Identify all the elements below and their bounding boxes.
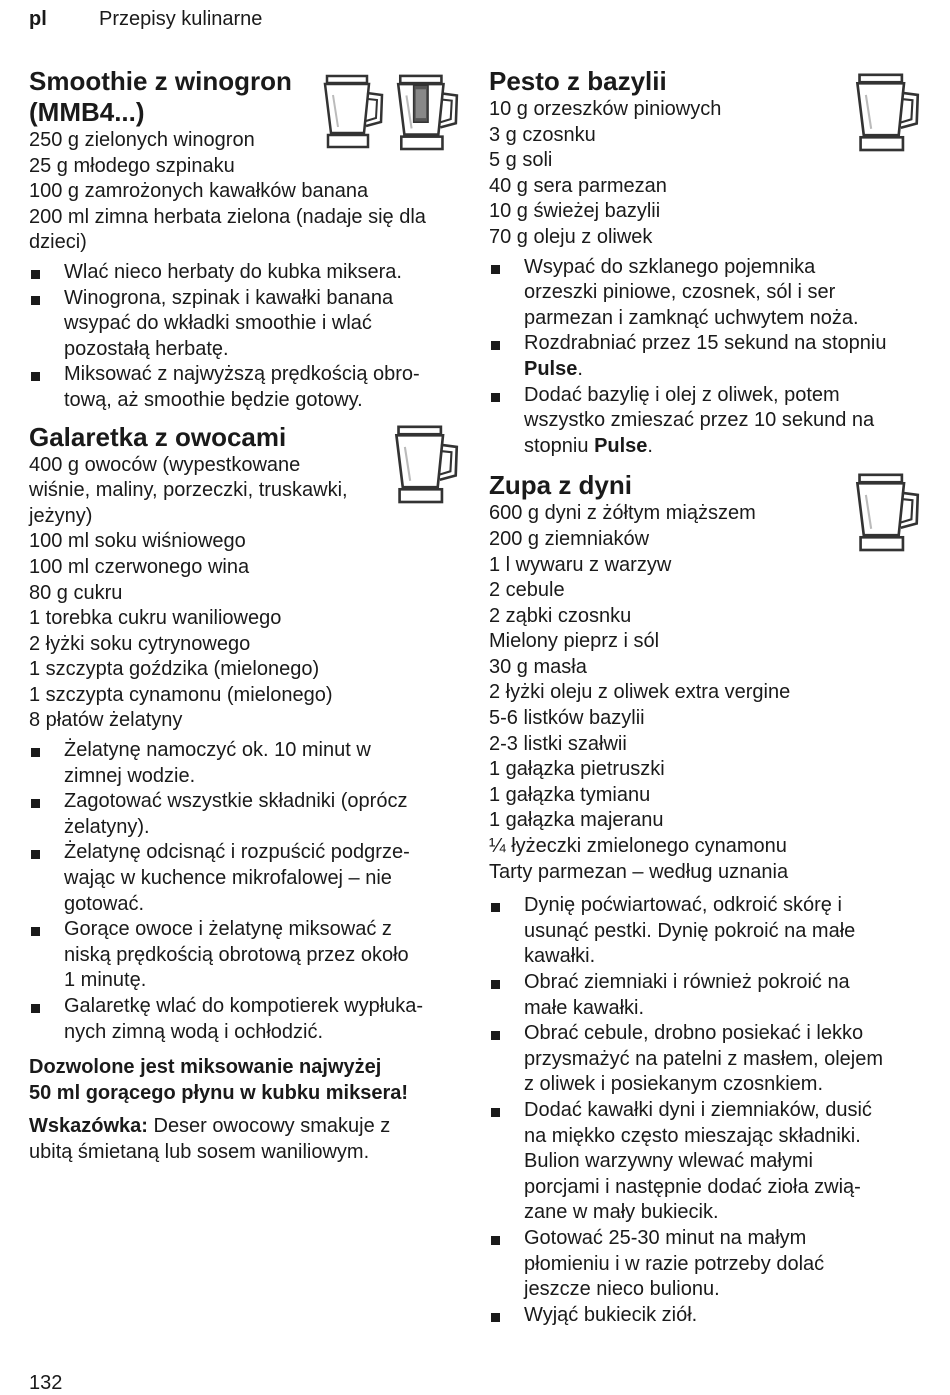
- ingredient: 1 gałązka majeranu: [489, 809, 664, 832]
- ingredient: 2-3 listki szałwii: [489, 732, 627, 755]
- bullet-square-icon: [31, 748, 40, 757]
- step-item: Żelatynę odcisnąć i rozpuścić podgrze- wając w kuchence mikrofalowej – nie gotować.: [29, 840, 474, 917]
- ingredient: Mielony pieprz i sól: [489, 630, 660, 653]
- bullet-square-icon: [491, 265, 500, 274]
- bullet-square-icon: [491, 393, 500, 402]
- bullet-square-icon: [31, 799, 40, 808]
- step-item: Galaretkę wlać do kompotierek wypłuka- nych zimną wodą i ochłodzić.: [29, 994, 474, 1045]
- ingredient: 3 g czosnku: [489, 123, 596, 146]
- bullet-square-icon: [31, 1004, 40, 1013]
- step-item: Gotować 25-30 minut na małym płomieniu i w razie potrzeby dolać jeszcze nieco bulionu.: [489, 1226, 929, 1303]
- ingredient: 100 ml soku wiśniowego: [29, 530, 246, 553]
- bullet-square-icon: [491, 903, 500, 912]
- ingredient: 5-6 listków bazylii: [489, 707, 645, 730]
- ingredient: 250 g zielonych winogron: [29, 129, 255, 151]
- page-number: 132: [29, 1372, 63, 1394]
- ingredient: 10 g świeżej bazylii: [489, 200, 661, 223]
- step-item: Dodać kawałki dyni i ziemniaków, dusić na miękko często mieszając składniki. Bulion warzywny wlewać małymi porcjami i następnie dodać zioła zwią- zane w mały bukiecik.: [489, 1098, 929, 1226]
- bullet-square-icon: [491, 1031, 500, 1040]
- step-item: Żelatynę namoczyć ok. 10 minut w zimnej wodzie.: [29, 738, 474, 789]
- step-item: Dynię poćwiartować, odkroić skórę i usunąć pestki. Dynię pokroić na małe kawałki.: [489, 893, 929, 970]
- ingredient: 600 g dyni z żółtym miąższem: [489, 502, 756, 525]
- blender-jar-icon: [318, 69, 386, 157]
- ingredient: dzieci): [29, 231, 87, 254]
- step-item: Wyjąć bukiecik ziół.: [489, 1303, 929, 1329]
- ingredient: 1 szczypta cynamonu (mielonego): [29, 683, 333, 706]
- steps-list: [29, 260, 474, 414]
- ingredient: 1 gałązka pietruszki: [489, 758, 665, 781]
- right-column: [489, 66, 929, 1328]
- ingredient: 2 łyżki soku cytrynowego: [29, 632, 251, 655]
- bullet-square-icon: [491, 1108, 500, 1117]
- recipe-title: Galaretka z owocami: [29, 421, 287, 452]
- ingredient: 10 g orzeszków piniowych: [489, 98, 722, 120]
- blender-jar-icon: [389, 422, 461, 510]
- bullet-square-icon: [31, 270, 40, 279]
- ingredient: 30 g masła: [489, 655, 587, 678]
- ingredient: 200 g ziemniaków: [489, 527, 650, 550]
- recipe-pesto: [489, 66, 929, 459]
- bullet-square-icon: [491, 1313, 500, 1322]
- steps-list: [29, 738, 474, 1045]
- bullet-square-icon: [31, 296, 40, 305]
- ingredient: 400 g owoców (wypestkowane: [29, 453, 301, 476]
- blender-jar-icon: [850, 70, 922, 158]
- steps-list: [489, 893, 929, 1328]
- tip-label: Wskazówka:: [29, 1115, 148, 1138]
- ingredients-list: [489, 501, 929, 885]
- bullet-square-icon: [491, 1236, 500, 1245]
- step-item: Zagotować wszystkie składniki (oprócz żelatyny).: [29, 789, 474, 840]
- step-item: Obrać cebule, drobno posiekać i lekko przysmażyć na patelni z masłem, olejem z oliwek i posiekanym czosnkiem.: [489, 1021, 929, 1098]
- bullet-square-icon: [491, 341, 500, 350]
- ingredient: 1 l wywaru z warzyw: [489, 553, 672, 576]
- step-item: Wsypać do szklanego pojemnika orzeszki piniowe, czosnek, sól i ser parmezan i zamknąć uchwytem noża.: [489, 255, 929, 332]
- recipe-title: Pesto z bazylii: [489, 66, 667, 96]
- bullet-square-icon: [31, 372, 40, 381]
- page-header: [29, 8, 263, 31]
- step-item: Winogrona, szpinak i kawałki banana wsypać do wkładki smoothie i wlać pozostałą herbatę.: [29, 286, 474, 363]
- ingredient: 2 łyżki oleju z oliwek extra vergine: [489, 681, 791, 704]
- ingredient: 80 g cukru: [29, 581, 123, 604]
- bullet-square-icon: [491, 980, 500, 989]
- ingredient: 1 torebka cukru waniliowego: [29, 607, 282, 630]
- recipe-galaretka: [29, 422, 474, 1166]
- ingredient: 100 g zamrożonych kawałków banana: [29, 180, 369, 203]
- ingredient: 70 g oleju z oliwek: [489, 225, 653, 248]
- smoothie-insert-jar-icon: [391, 69, 461, 159]
- ingredient: 2 cebule: [489, 579, 565, 602]
- section-title: Przepisy kulinarne: [99, 8, 263, 30]
- bullet-square-icon: [31, 927, 40, 936]
- ingredient: wiśnie, maliny, porzeczki, truskawki,: [29, 479, 348, 502]
- step-item: Dodać bazylię i olej z oliwek, potem wszystko zmieszać przez 10 sekund na stopniu Pulse.: [489, 383, 929, 460]
- bullet-square-icon: [31, 850, 40, 859]
- language-code: pl: [29, 8, 47, 30]
- ingredient: 25 g młodego szpinaku: [29, 154, 235, 177]
- ingredient: 100 ml czerwonego wina: [29, 555, 250, 578]
- ingredient: 5 g soli: [489, 149, 553, 172]
- step-item: Gorące owoce i żelatynę miksować z niską prędkością obrotową przez około 1 minutę.: [29, 917, 474, 994]
- ingredient: jeżyny): [29, 504, 93, 527]
- ingredient: 200 ml zimna herbata zielona (nadaje się dla: [29, 205, 426, 228]
- tip-note: Wskazówka: Deser owocowy smakuje z ubitą śmietaną lub sosem waniliowym.: [29, 1115, 391, 1163]
- blender-jar-icon: [850, 470, 922, 558]
- recipe-title: Zupa z dyni: [489, 470, 632, 501]
- ingredient: 1 gałązka tymianu: [489, 783, 651, 806]
- recipe-zupa: [489, 470, 929, 1328]
- step-item: Obrać ziemniaki i również pokroić na małe kawałki.: [489, 970, 929, 1021]
- ingredient: 2 ząbki czosnku: [489, 604, 632, 627]
- ingredient: Tarty parmezan – według uznania: [489, 860, 789, 883]
- steps-list: [489, 255, 929, 460]
- recipe-smoothie: [29, 66, 474, 414]
- warning-note: Dozwolone jest miksowanie najwyżej 50 ml gorącego płynu w kubku miksera!: [29, 1056, 409, 1104]
- ingredient: 40 g sera parmezan: [489, 174, 667, 197]
- step-item: Wlać nieco herbaty do kubka miksera.: [29, 260, 474, 286]
- step-item: Miksować z najwyższą prędkością obro- tową, aż smoothie będzie gotowy.: [29, 362, 474, 413]
- recipe-title: Smoothie z winogron (MMB4...): [29, 66, 292, 127]
- step-item: Rozdrabniać przez 15 sekund na stopniu Pulse.: [489, 331, 929, 382]
- ingredient: 1 szczypta goździka (mielonego): [29, 658, 320, 681]
- ingredient: 8 płatów żelatyny: [29, 709, 183, 732]
- left-column: [29, 66, 474, 1166]
- ingredient: ¼ łyżeczki zmielonego cynamonu: [489, 835, 787, 858]
